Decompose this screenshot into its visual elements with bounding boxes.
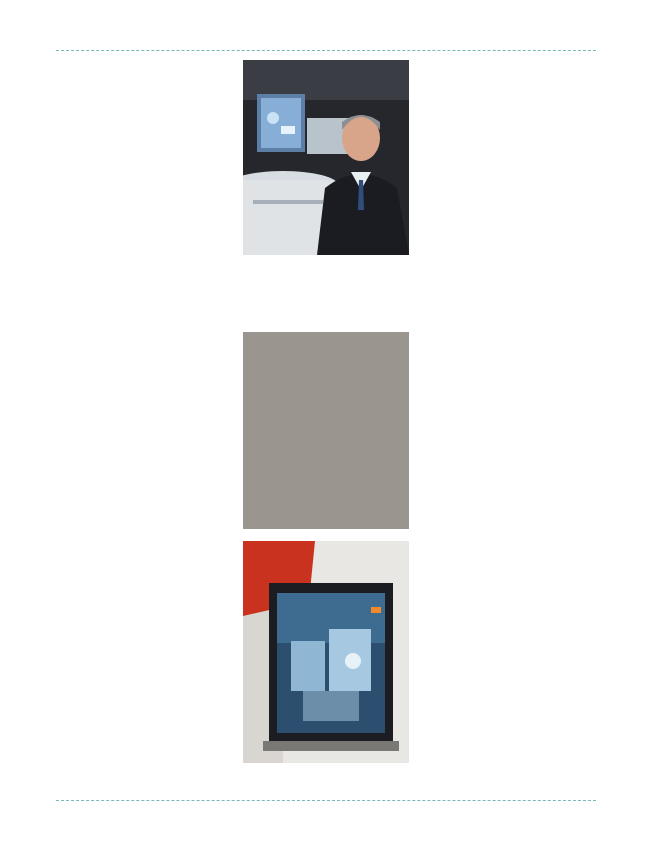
sidebar-box [243, 332, 409, 529]
article-column-left [56, 65, 232, 77]
running-header [56, 36, 596, 48]
article-column-right [429, 65, 597, 77]
photo-marcel-brand-illustration [243, 60, 409, 255]
photo-augmented-reality [243, 541, 409, 763]
photo-ar-illustration [243, 541, 409, 763]
top-divider [56, 50, 596, 51]
bottom-divider [56, 800, 596, 801]
photo-marcel-brand [243, 60, 409, 255]
